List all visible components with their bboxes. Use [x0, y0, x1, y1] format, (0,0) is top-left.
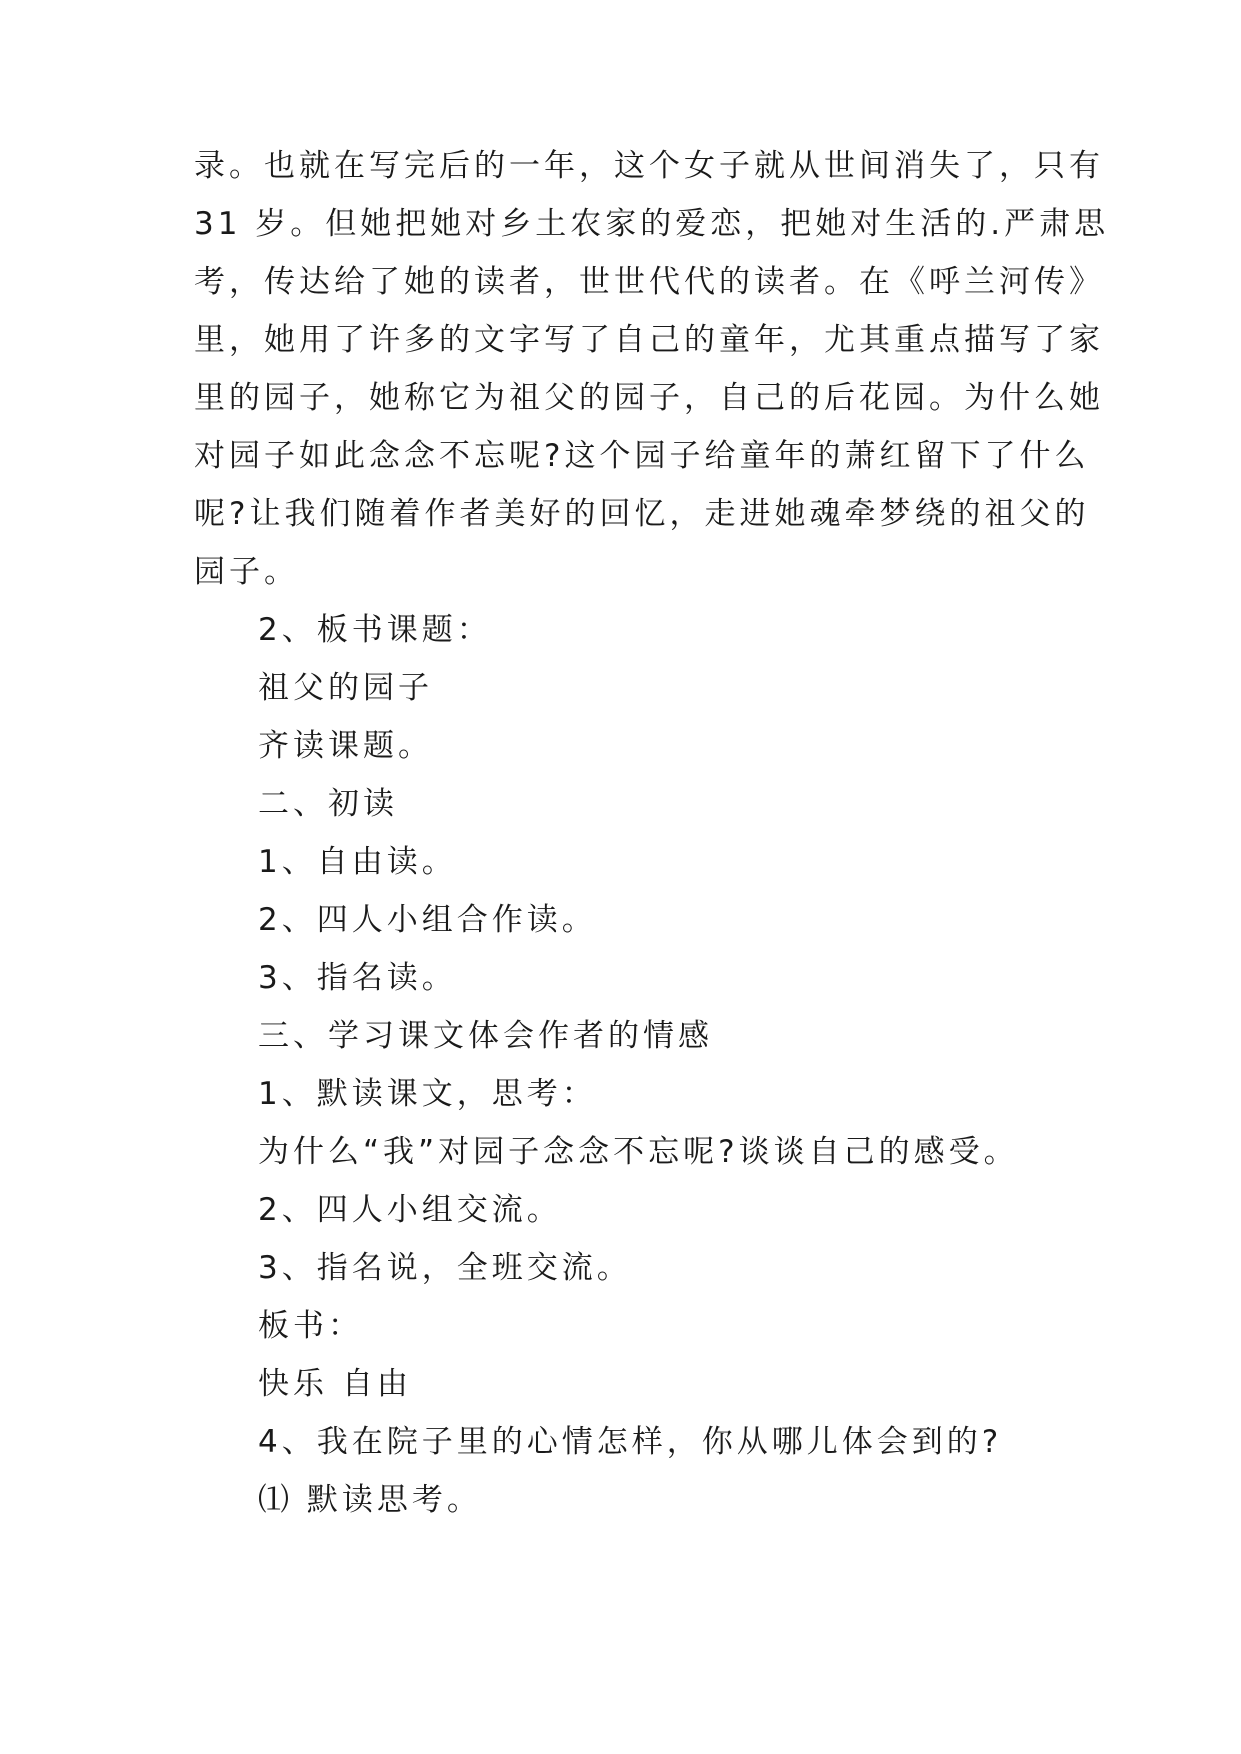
- paragraph-line: 呢?让我们随着作者美好的回忆，走进她魂牵梦绕的祖父的: [194, 496, 1090, 532]
- paragraph-line: 31 岁。但她把她对乡土农家的爱恋，把她对生活的.严肃思: [194, 206, 1110, 242]
- list-item: ⑴ 默读思考。: [258, 1482, 482, 1518]
- section-heading: 二、初读: [258, 786, 398, 822]
- board-text: 祖父的园子: [258, 670, 433, 706]
- list-item: 3、指名说，全班交流。: [258, 1250, 632, 1286]
- list-item: 2、四人小组交流。: [258, 1192, 562, 1228]
- section-heading: 2、板书课题：: [258, 612, 492, 648]
- paragraph-line: 对园子如此念念不忘呢?这个园子给童年的萧红留下了什么: [194, 438, 1090, 474]
- paragraph-line: 里的园子，她称它为祖父的园子，自己的后花园。为什么她: [194, 380, 1104, 416]
- list-item: 齐读课题。: [258, 728, 433, 764]
- list-item: 2、四人小组合作读。: [258, 902, 597, 938]
- paragraph-line: 录。也就在写完后的一年，这个女子就从世间消失了，只有: [194, 148, 1104, 184]
- paragraph-line: 考，传达给了她的读者，世世代代的读者。在《呼兰河传》: [194, 264, 1104, 300]
- paragraph-line: 园子。: [194, 554, 299, 590]
- board-label: 板书：: [258, 1308, 363, 1344]
- section-heading: 三、学习课文体会作者的情感: [258, 1018, 713, 1054]
- list-item: 1、自由读。: [258, 844, 457, 880]
- paragraph-line: 里，她用了许多的文字写了自己的童年，尤其重点描写了家: [194, 322, 1104, 358]
- board-text: 快乐 自由: [258, 1366, 412, 1402]
- question-text: 为什么“我”对园子念念不忘呢?谈谈自己的感受。: [258, 1134, 1019, 1170]
- list-item: 1、默读课文，思考：: [258, 1076, 597, 1112]
- list-item: 4、我在院子里的心情怎样，你从哪儿体会到的?: [258, 1424, 1003, 1460]
- list-item: 3、指名读。: [258, 960, 457, 996]
